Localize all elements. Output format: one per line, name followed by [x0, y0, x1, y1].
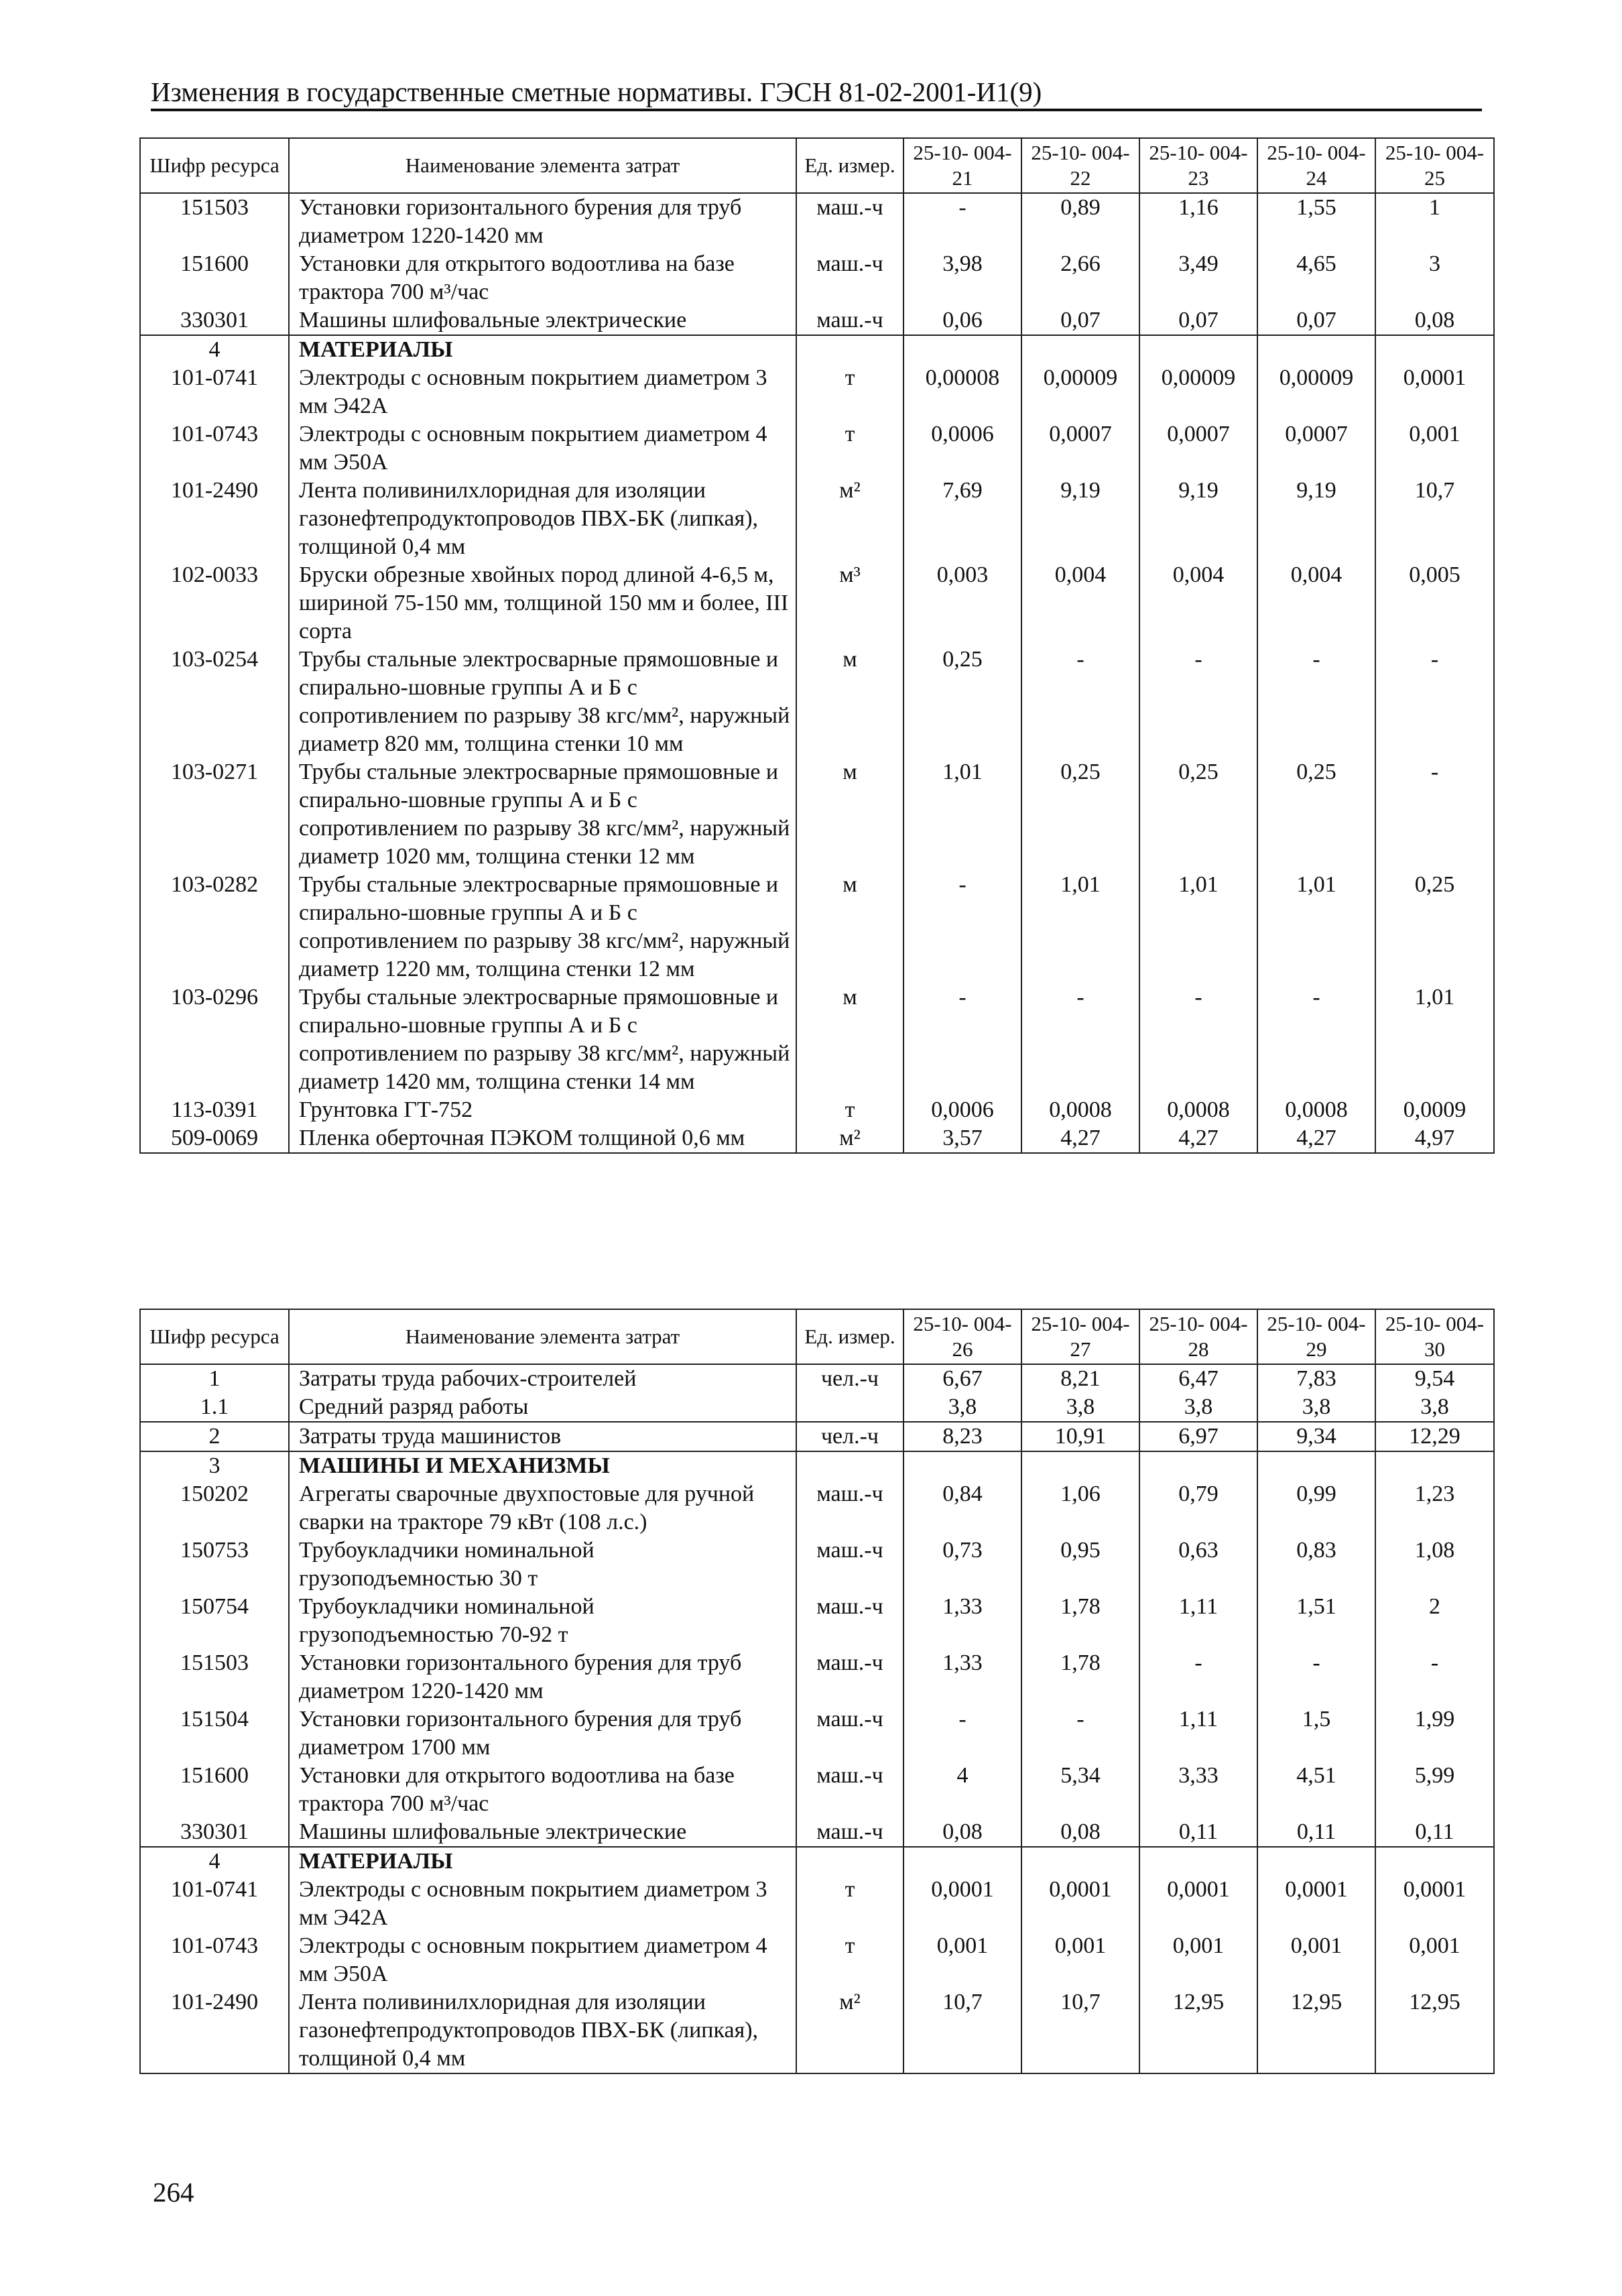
norm-value: -	[1021, 983, 1139, 1096]
norm-value: 9,19	[1021, 477, 1139, 561]
norm-value: 4,27	[1021, 1124, 1139, 1153]
table-row	[140, 1096, 1494, 1124]
norm-value: 1,16	[1139, 193, 1257, 250]
norm-value: 0,11	[1257, 1818, 1375, 1847]
norm-value: 0,005	[1375, 561, 1494, 646]
norm-value: 0,00009	[1257, 364, 1375, 420]
norm-value: 1,01	[1257, 871, 1375, 983]
norm-value: 3,98	[903, 250, 1021, 306]
resource-name: Трубоукладчики номинальной грузоподъемностью 30 т	[289, 1536, 796, 1593]
norm-value: 12,95	[1375, 1988, 1494, 2073]
unit: маш.-ч	[796, 1818, 903, 1847]
norm-value: 0,08	[1021, 1818, 1139, 1847]
header-code: Шифр ресурса	[140, 1309, 289, 1364]
resource-code: 103-0296	[140, 983, 289, 1096]
resource-name: Установки горизонтального бурения для труб диаметром 1220-1420 мм	[289, 1649, 796, 1705]
resource-name: Лента поливинилхлоридная для изоляции газонефтепродуктопроводов ПВХ-БК (липкая), толщиной 0,4 мм	[289, 1988, 796, 2073]
resource-name: Установки горизонтального бурения для труб диаметром 1700 мм	[289, 1705, 796, 1762]
unit: м²	[796, 1988, 903, 2073]
table-row	[140, 1988, 1494, 2073]
norm-value: -	[1257, 1649, 1375, 1705]
resource-name: Средний разряд работы	[289, 1393, 796, 1422]
norm-value: 0,07	[1139, 306, 1257, 335]
table-row	[140, 983, 1494, 1096]
section-row	[140, 1847, 1494, 1876]
norm-value: 0,07	[1021, 306, 1139, 335]
norm-value	[1375, 1451, 1494, 1480]
table-row	[140, 1876, 1494, 1932]
norm-value: 1,33	[903, 1593, 1021, 1649]
resource-code: 150753	[140, 1536, 289, 1593]
table-header-row	[140, 1309, 1494, 1364]
norm-value: 0,0007	[1257, 420, 1375, 477]
norm-value: 4	[903, 1762, 1021, 1818]
resource-code: 150202	[140, 1480, 289, 1536]
unit: маш.-ч	[796, 193, 903, 250]
norm-value: -	[1139, 646, 1257, 758]
norm-value: 3,33	[1139, 1762, 1257, 1818]
resource-name: Установки для открытого водоотлива на базе трактора 700 м³/час	[289, 250, 796, 306]
norm-value: 0,08	[1375, 306, 1494, 335]
table-row	[140, 477, 1494, 561]
resource-name: Затраты труда рабочих-строителей	[289, 1364, 796, 1393]
unit: маш.-ч	[796, 1705, 903, 1762]
norm-value: 9,34	[1257, 1422, 1375, 1451]
norm-value: -	[1375, 758, 1494, 871]
resource-name: Установки для открытого водоотлива на базе трактора 700 м³/час	[289, 1762, 796, 1818]
unit: маш.-ч	[796, 1762, 903, 1818]
norm-value: 3	[1375, 250, 1494, 306]
norm-value: 6,97	[1139, 1422, 1257, 1451]
norm-value: 0,79	[1139, 1480, 1257, 1536]
norm-value: 12,29	[1375, 1422, 1494, 1451]
norm-value: 1,5	[1257, 1705, 1375, 1762]
resource-code: 103-0254	[140, 646, 289, 758]
norm-value: 0,003	[903, 561, 1021, 646]
resource-name: Лента поливинилхлоридная для изоляции газонефтепродуктопроводов ПВХ-БК (липкая), толщиной 0,4 мм	[289, 477, 796, 561]
norm-value	[1257, 1451, 1375, 1480]
resource-name: Трубы стальные электросварные прямошовные и спирально-шовные группы А и Б с сопротивлением по разрыву 38 кгс/мм², наружный диаметр 1220 мм, толщина стенки 12 мм	[289, 871, 796, 983]
norm-value: 9,54	[1375, 1364, 1494, 1393]
norm-value: 0,07	[1257, 306, 1375, 335]
resource-code: 101-0743	[140, 1932, 289, 1988]
unit: т	[796, 364, 903, 420]
norm-value: 8,21	[1021, 1364, 1139, 1393]
resource-code: 102-0033	[140, 561, 289, 646]
norm-value: 0,0008	[1139, 1096, 1257, 1124]
norm-value: 0,001	[1257, 1932, 1375, 1988]
norm-value: 1	[1375, 193, 1494, 250]
norm-value: -	[1257, 983, 1375, 1096]
norm-value: 0,06	[903, 306, 1021, 335]
norm-value: 6,47	[1139, 1364, 1257, 1393]
header-name: Наименование элемента затрат	[289, 138, 796, 193]
unit: маш.-ч	[796, 250, 903, 306]
norm-value: 3,8	[1375, 1393, 1494, 1422]
resource-code: 3	[140, 1451, 289, 1480]
norm-value: 0,00009	[1139, 364, 1257, 420]
norm-value: 0,0008	[1021, 1096, 1139, 1124]
table-row	[140, 1649, 1494, 1705]
norm-value	[1139, 1451, 1257, 1480]
norm-value: 3,8	[1139, 1393, 1257, 1422]
resource-name: МАШИНЫ И МЕХАНИЗМЫ	[289, 1451, 796, 1480]
resource-code: 103-0282	[140, 871, 289, 983]
norm-value: 0,0001	[1257, 1876, 1375, 1932]
norm-value: 0,11	[1375, 1818, 1494, 1847]
unit: м³	[796, 561, 903, 646]
norm-value: 0,25	[1257, 758, 1375, 871]
header-norm-code: 25-10- 004-26	[903, 1309, 1021, 1364]
resource-code: 101-0741	[140, 1876, 289, 1932]
resource-code: 101-0743	[140, 420, 289, 477]
norm-value: 4,97	[1375, 1124, 1494, 1153]
norm-table-1	[139, 137, 1495, 1154]
resource-name: МАТЕРИАЛЫ	[289, 335, 796, 364]
norm-value: 0,001	[1375, 1932, 1494, 1988]
norm-value: 10,7	[1375, 477, 1494, 561]
resource-code: 101-2490	[140, 477, 289, 561]
resource-name: Грунтовка ГТ-752	[289, 1096, 796, 1124]
norm-value: 0,25	[1375, 871, 1494, 983]
table-row	[140, 871, 1494, 983]
resource-name: МАТЕРИАЛЫ	[289, 1847, 796, 1876]
unit	[796, 335, 903, 364]
header-norm-code: 25-10- 004-28	[1139, 1309, 1257, 1364]
table-row	[140, 1593, 1494, 1649]
resource-name: Электроды с основным покрытием диаметром 4 мм Э50А	[289, 420, 796, 477]
header-norm-code: 25-10- 004-29	[1257, 1309, 1375, 1364]
resource-code: 4	[140, 1847, 289, 1876]
table-row	[140, 1705, 1494, 1762]
resource-code: 101-2490	[140, 1988, 289, 2073]
resource-name: Трубоукладчики номинальной грузоподъемностью 70-92 т	[289, 1593, 796, 1649]
norm-value: 0,00008	[903, 364, 1021, 420]
resource-code: 151600	[140, 1762, 289, 1818]
header-code: Шифр ресурса	[140, 138, 289, 193]
norm-value: 0,004	[1021, 561, 1139, 646]
header-norm-code: 25-10- 004-22	[1021, 138, 1139, 193]
norm-value: 1,01	[1139, 871, 1257, 983]
norm-value	[1139, 1847, 1257, 1876]
norm-value: -	[1021, 646, 1139, 758]
resource-code: 151600	[140, 250, 289, 306]
header-norm-code: 25-10- 004-27	[1021, 1309, 1139, 1364]
resource-name: Бруски обрезные хвойных пород длиной 4-6,5 м, шириной 75-150 мм, толщиной 150 мм и более, III сорта	[289, 561, 796, 646]
table-row	[140, 1124, 1494, 1153]
norm-value: 5,99	[1375, 1762, 1494, 1818]
resource-code: 4	[140, 335, 289, 364]
norm-value	[1257, 335, 1375, 364]
norm-value: 0,99	[1257, 1480, 1375, 1536]
resource-code: 330301	[140, 1818, 289, 1847]
norm-value: 0,001	[1139, 1932, 1257, 1988]
norm-value: 0,0009	[1375, 1096, 1494, 1124]
norm-value: 1,11	[1139, 1705, 1257, 1762]
norm-value: 1,06	[1021, 1480, 1139, 1536]
resource-name: Электроды с основным покрытием диаметром 3 мм Э42А	[289, 364, 796, 420]
norm-value	[1375, 335, 1494, 364]
norm-value: -	[1257, 646, 1375, 758]
unit: т	[796, 1096, 903, 1124]
table-row	[140, 1932, 1494, 1988]
header-unit: Ед. измер.	[796, 1309, 903, 1364]
resource-code: 103-0271	[140, 758, 289, 871]
norm-value: 0,0001	[1375, 364, 1494, 420]
norm-table-2	[139, 1309, 1495, 2074]
norm-value: 9,19	[1139, 477, 1257, 561]
resource-code: 150754	[140, 1593, 289, 1649]
resource-code: 1.1	[140, 1393, 289, 1422]
norm-value: 7,69	[903, 477, 1021, 561]
unit: маш.-ч	[796, 1536, 903, 1593]
norm-value: 1,99	[1375, 1705, 1494, 1762]
norm-value: 0,83	[1257, 1536, 1375, 1593]
resource-name: Машины шлифовальные электрические	[289, 1818, 796, 1847]
unit: чел.-ч	[796, 1422, 903, 1451]
norm-value: 0,0006	[903, 420, 1021, 477]
unit: м²	[796, 1124, 903, 1153]
resource-name: Трубы стальные электросварные прямошовные и спирально-шовные группы А и Б с сопротивлением по разрыву 38 кгс/мм², наружный диаметр 1420 мм, толщина стенки 14 мм	[289, 983, 796, 1096]
norm-value	[903, 1451, 1021, 1480]
unit	[796, 1451, 903, 1480]
unit: м	[796, 983, 903, 1096]
table-row	[140, 1422, 1494, 1451]
header-unit: Ед. измер.	[796, 138, 903, 193]
resource-code: 101-0741	[140, 364, 289, 420]
norm-value: 1,55	[1257, 193, 1375, 250]
resource-code: 2	[140, 1422, 289, 1451]
norm-value: 10,7	[903, 1988, 1021, 2073]
norm-value: -	[1375, 1649, 1494, 1705]
header-rule	[151, 109, 1482, 111]
table-row	[140, 1818, 1494, 1847]
resource-name: Машины шлифовальные электрические	[289, 306, 796, 335]
norm-value	[1375, 1847, 1494, 1876]
norm-value: -	[1375, 646, 1494, 758]
norm-value: -	[1139, 983, 1257, 1096]
resource-code: 151503	[140, 1649, 289, 1705]
unit: чел.-ч	[796, 1364, 903, 1393]
table-row	[140, 1393, 1494, 1422]
section-row	[140, 335, 1494, 364]
unit	[796, 1393, 903, 1422]
header-norm-code: 25-10- 004-21	[903, 138, 1021, 193]
norm-value: 10,7	[1021, 1988, 1139, 2073]
header-norm-code: 25-10- 004-23	[1139, 138, 1257, 193]
norm-value: 7,83	[1257, 1364, 1375, 1393]
norm-value: 9,19	[1257, 477, 1375, 561]
norm-value: 0,08	[903, 1818, 1021, 1847]
table-row	[140, 193, 1494, 250]
norm-value: 1,78	[1021, 1649, 1139, 1705]
norm-value: 12,95	[1257, 1988, 1375, 2073]
norm-value: 10,91	[1021, 1422, 1139, 1451]
table-row	[140, 1480, 1494, 1536]
table-row	[140, 1536, 1494, 1593]
norm-value: 0,0001	[1375, 1876, 1494, 1932]
norm-value: -	[903, 193, 1021, 250]
norm-value: 0,95	[1021, 1536, 1139, 1593]
header-name: Наименование элемента затрат	[289, 1309, 796, 1364]
norm-value: 2,66	[1021, 250, 1139, 306]
norm-value: 0,004	[1139, 561, 1257, 646]
resource-code: 151504	[140, 1705, 289, 1762]
norm-value: 1,23	[1375, 1480, 1494, 1536]
resource-name: Затраты труда машинистов	[289, 1422, 796, 1451]
norm-value: 4,27	[1139, 1124, 1257, 1153]
norm-value: -	[1021, 1705, 1139, 1762]
unit: м	[796, 758, 903, 871]
norm-value: 3,49	[1139, 250, 1257, 306]
norm-value: 0,0006	[903, 1096, 1021, 1124]
header-norm-code: 25-10- 004-24	[1257, 138, 1375, 193]
norm-value: 1,01	[1375, 983, 1494, 1096]
norm-value	[1021, 335, 1139, 364]
norm-value	[1021, 1451, 1139, 1480]
norm-value: 4,27	[1257, 1124, 1375, 1153]
resource-name: Пленка оберточная ПЭКОМ толщиной 0,6 мм	[289, 1124, 796, 1153]
table-row	[140, 250, 1494, 306]
norm-value: 0,001	[1021, 1932, 1139, 1988]
resource-name: Трубы стальные электросварные прямошовные и спирально-шовные группы А и Б с сопротивлением по разрыву 38 кгс/мм², наружный диаметр 820 мм, толщина стенки 10 мм	[289, 646, 796, 758]
norm-value: 0,25	[1139, 758, 1257, 871]
norm-value: 1,01	[1021, 871, 1139, 983]
section-row	[140, 1451, 1494, 1480]
norm-value: -	[1139, 1649, 1257, 1705]
norm-value: 12,95	[1139, 1988, 1257, 2073]
unit: т	[796, 1876, 903, 1932]
page-header: Изменения в государственные сметные нормативы. ГЭСН 81-02-2001-И1(9)	[151, 76, 1042, 107]
norm-value	[903, 335, 1021, 364]
norm-value: 0,001	[903, 1932, 1021, 1988]
norm-value: 0,0001	[1139, 1876, 1257, 1932]
norm-value	[1257, 1847, 1375, 1876]
norm-value: 0,0001	[903, 1876, 1021, 1932]
norm-value: 1,33	[903, 1649, 1021, 1705]
norm-value: 0,63	[1139, 1536, 1257, 1593]
resource-code: 113-0391	[140, 1096, 289, 1124]
unit: маш.-ч	[796, 306, 903, 335]
resource-name: Электроды с основным покрытием диаметром 4 мм Э50А	[289, 1932, 796, 1988]
norm-value: 0,89	[1021, 193, 1139, 250]
norm-value: 2	[1375, 1593, 1494, 1649]
norm-value: 4,51	[1257, 1762, 1375, 1818]
table-row	[140, 1364, 1494, 1393]
table-row	[140, 364, 1494, 420]
unit: маш.-ч	[796, 1480, 903, 1536]
unit: маш.-ч	[796, 1593, 903, 1649]
resource-code: 151503	[140, 193, 289, 250]
unit: маш.-ч	[796, 1649, 903, 1705]
table-row	[140, 1762, 1494, 1818]
norm-value: 0,0001	[1021, 1876, 1139, 1932]
norm-value: 6,67	[903, 1364, 1021, 1393]
norm-value: 8,23	[903, 1422, 1021, 1451]
norm-value: 0,11	[1139, 1818, 1257, 1847]
table-row	[140, 646, 1494, 758]
table-header-row	[140, 138, 1494, 193]
unit: т	[796, 1932, 903, 1988]
resource-code: 509-0069	[140, 1124, 289, 1153]
norm-value: 0,25	[1021, 758, 1139, 871]
page-number: 264	[153, 2177, 194, 2208]
norm-value: 1,01	[903, 758, 1021, 871]
norm-value: 1,78	[1021, 1593, 1139, 1649]
norm-value: 0,001	[1375, 420, 1494, 477]
norm-value: 5,34	[1021, 1762, 1139, 1818]
table-row	[140, 420, 1494, 477]
resource-name: Установки горизонтального бурения для труб диаметром 1220-1420 мм	[289, 193, 796, 250]
norm-value: 0,0007	[1021, 420, 1139, 477]
norm-value: 0,00009	[1021, 364, 1139, 420]
header-norm-code: 25-10- 004-25	[1375, 138, 1494, 193]
resource-name: Трубы стальные электросварные прямошовные и спирально-шовные группы А и Б с сопротивлением по разрыву 38 кгс/мм², наружный диаметр 1020 мм, толщина стенки 12 мм	[289, 758, 796, 871]
norm-value: 0,84	[903, 1480, 1021, 1536]
norm-value: 3,8	[1257, 1393, 1375, 1422]
norm-value: 4,65	[1257, 250, 1375, 306]
unit	[796, 1847, 903, 1876]
norm-value: 3,57	[903, 1124, 1021, 1153]
norm-value: -	[903, 1705, 1021, 1762]
norm-value: -	[903, 983, 1021, 1096]
norm-value: 1,51	[1257, 1593, 1375, 1649]
unit: т	[796, 420, 903, 477]
unit: м	[796, 646, 903, 758]
norm-value: 0,0008	[1257, 1096, 1375, 1124]
resource-name: Агрегаты сварочные двухпостовые для ручной сварки на тракторе 79 кВт (108 л.с.)	[289, 1480, 796, 1536]
norm-value: 1,08	[1375, 1536, 1494, 1593]
table-row	[140, 306, 1494, 335]
header-norm-code: 25-10- 004-30	[1375, 1309, 1494, 1364]
norm-value: 3,8	[1021, 1393, 1139, 1422]
resource-name: Электроды с основным покрытием диаметром 3 мм Э42А	[289, 1876, 796, 1932]
norm-value: -	[903, 871, 1021, 983]
norm-value	[1139, 335, 1257, 364]
norm-value: 1,11	[1139, 1593, 1257, 1649]
norm-value: 0,25	[903, 646, 1021, 758]
unit: м²	[796, 477, 903, 561]
norm-value: 0,73	[903, 1536, 1021, 1593]
resource-code: 330301	[140, 306, 289, 335]
unit: м	[796, 871, 903, 983]
norm-value: 0,004	[1257, 561, 1375, 646]
resource-code: 1	[140, 1364, 289, 1393]
norm-value: 0,0007	[1139, 420, 1257, 477]
table-row	[140, 561, 1494, 646]
norm-value	[1021, 1847, 1139, 1876]
norm-value	[903, 1847, 1021, 1876]
table-row	[140, 758, 1494, 871]
norm-value: 3,8	[903, 1393, 1021, 1422]
